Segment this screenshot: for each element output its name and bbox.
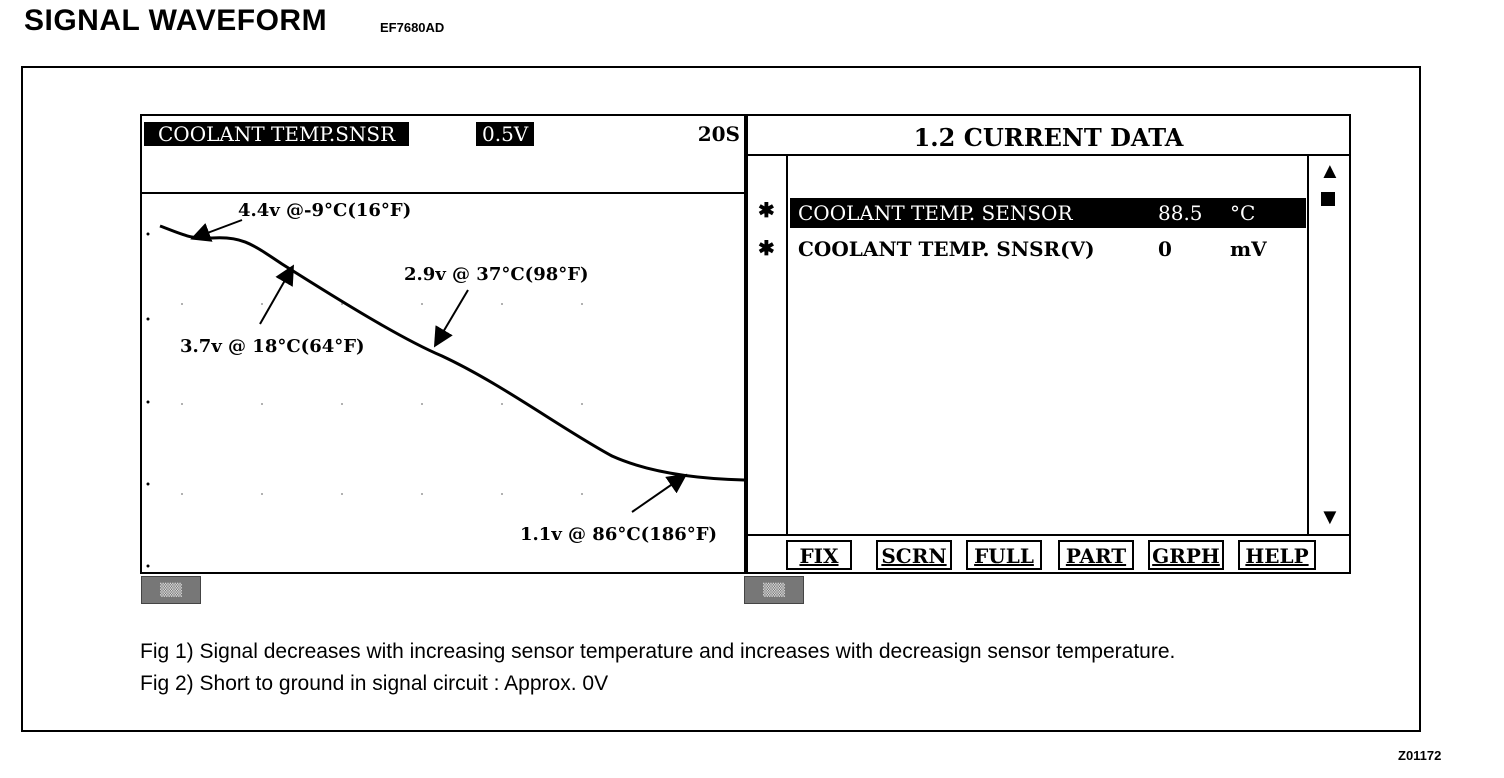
grph-button[interactable]: GRPH <box>1148 540 1224 570</box>
waveform-graph <box>142 194 744 572</box>
help-button[interactable]: HELP <box>1238 540 1316 570</box>
annotation-label-1: 4.4v @-9°C(16°F) <box>238 200 412 221</box>
scroll-down-icon[interactable]: ▼ <box>1319 504 1341 529</box>
scroll-up-icon[interactable]: ▲ <box>1319 158 1341 183</box>
scrn-button[interactable]: SCRN <box>876 540 952 570</box>
annotation-label-2: 3.7v @ 18°C(64°F) <box>180 336 365 357</box>
data-row-value: 0 <box>1158 237 1172 261</box>
page-title: SIGNAL WAVEFORM <box>24 4 328 37</box>
annotation-label-4: 1.1v @ 86°C(186°F) <box>520 524 718 545</box>
star-column <box>748 156 788 534</box>
fig-2-tag: ▒▒▒ <box>744 576 804 604</box>
figure-id: Z01172 <box>1398 748 1442 763</box>
annotation-arrow-2 <box>260 268 292 324</box>
voltage-scale: 0.5V <box>476 122 534 146</box>
annotation-arrow-4 <box>632 476 684 512</box>
page-code: EF7680AD <box>380 20 445 35</box>
fig-1-tag: ▒▒▒ <box>141 576 201 604</box>
caption-fig-1: Fig 1) Signal decreases with increasing sensor temperature and increases with decreasign sensor temperature. <box>140 640 1176 663</box>
caption-fig-2: Fig 2) Short to ground in signal circuit : Approx. 0V <box>140 672 609 695</box>
data-row-label: COOLANT TEMP. SNSR(V) <box>798 237 1095 261</box>
data-row-unit: °C <box>1230 201 1256 225</box>
function-button-bar <box>748 534 1349 572</box>
annotation-arrow-3 <box>436 290 468 344</box>
current-data-panel <box>746 114 1351 574</box>
fix-button[interactable]: FIX <box>786 540 852 570</box>
scrollbar[interactable] <box>1307 156 1349 534</box>
annotation-label-3: 2.9v @ 37°C(98°F) <box>404 264 589 285</box>
data-row-label: COOLANT TEMP. SENSOR <box>798 201 1073 225</box>
annotation-arrow-1 <box>194 220 242 238</box>
data-row[interactable] <box>790 234 1306 264</box>
sensor-name: COOLANT TEMP.SNSR <box>144 122 409 146</box>
graph-header <box>142 116 744 194</box>
current-data-title: 1.2 CURRENT DATA <box>748 116 1349 156</box>
data-row-value: 88.5 <box>1158 201 1203 225</box>
time-scale: 20S <box>697 122 740 146</box>
star-marker-icon: ✱ <box>758 200 775 222</box>
star-marker-icon: ✱ <box>758 238 775 260</box>
data-row-unit: mV <box>1230 237 1267 261</box>
graph-panel <box>140 114 746 574</box>
data-row[interactable] <box>790 198 1306 228</box>
full-button[interactable]: FULL <box>966 540 1042 570</box>
scroll-thumb[interactable] <box>1321 192 1335 206</box>
part-button[interactable]: PART <box>1058 540 1134 570</box>
